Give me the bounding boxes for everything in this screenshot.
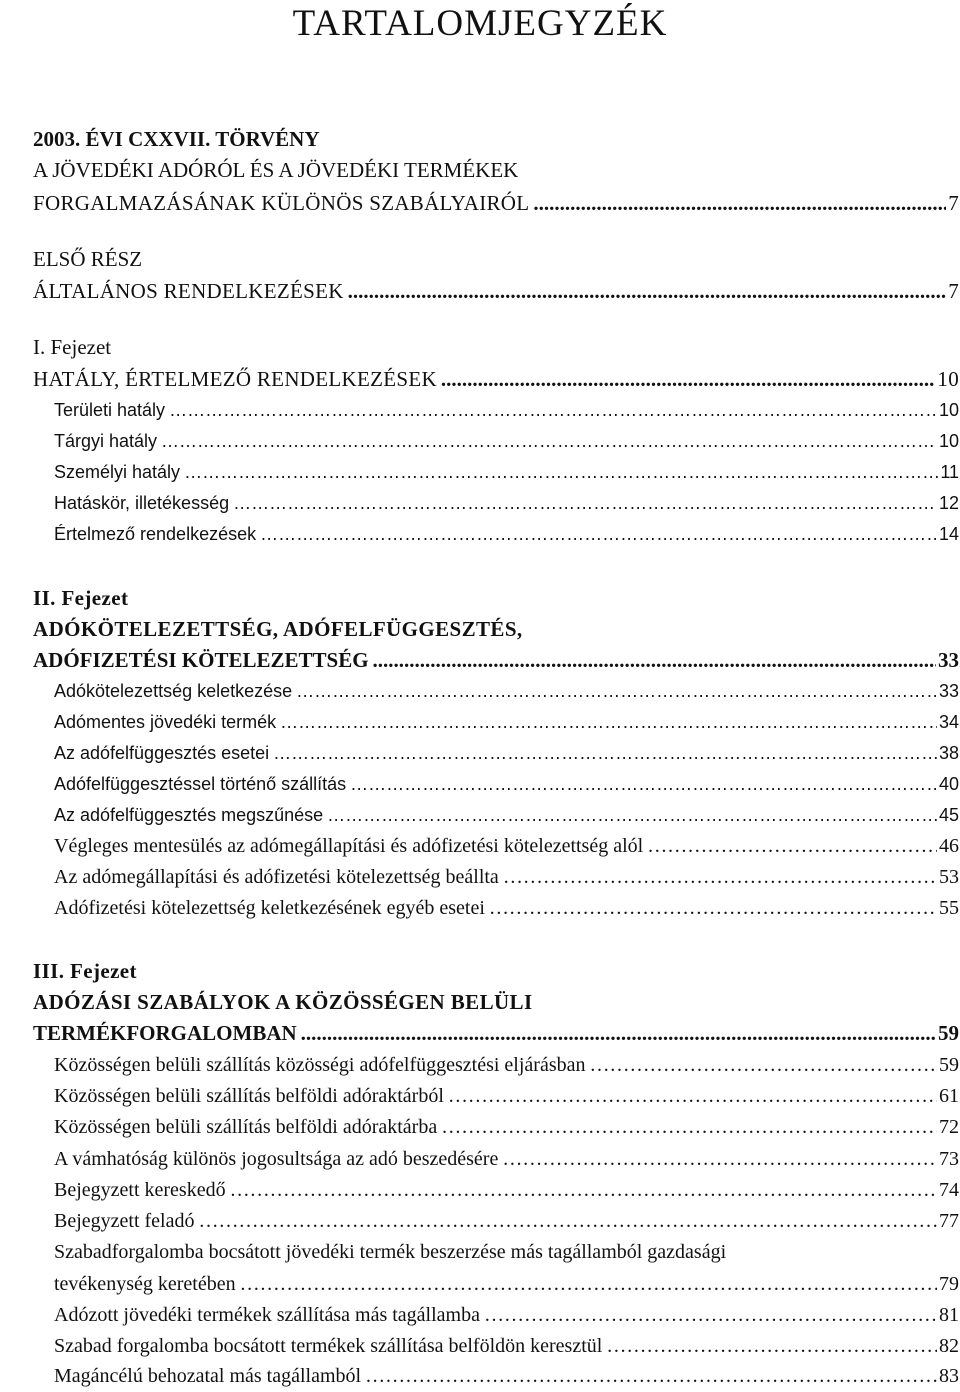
entry-text: Magáncélú behozatal más tagállamból [54, 1365, 362, 1387]
dot-leader [229, 488, 937, 519]
dot-leader [165, 395, 937, 426]
entry-text: Közösségen belüli szállítás közösségi adófelfüggesztési eljárásban [54, 1054, 586, 1076]
entry-page: 33 [938, 648, 959, 672]
toc-entry[interactable] [54, 831, 959, 862]
entry-page: 7 [948, 279, 959, 303]
entry-text: Szabad forgalomba bocsátott termékek szállítása belföldön keresztül [54, 1335, 603, 1357]
entry-page: 72 [939, 1116, 959, 1138]
entry-page: 55 [939, 897, 959, 919]
entry-text: Az adófelfüggesztés esetei [54, 743, 270, 763]
entry-page: 12 [938, 493, 959, 513]
toc-entry[interactable] [54, 707, 959, 738]
chapter-label: I. Fejezet [33, 335, 112, 359]
toc-entry-chapter2[interactable] [33, 645, 959, 676]
dot-leader [499, 862, 937, 893]
part-label: ELSŐ RÉSZ [33, 247, 143, 271]
entry-page: 73 [939, 1148, 959, 1170]
toc-entry[interactable] [54, 1144, 959, 1175]
entry-text: ADÓFIZETÉSI KÖTELEZETTSÉG [33, 648, 369, 672]
toc-entry[interactable] [54, 1361, 959, 1392]
entry-text: Az adófelfüggesztés megszűnése [54, 805, 324, 825]
dot-leader [323, 800, 937, 831]
dot-leader [226, 1175, 937, 1206]
toc-entry[interactable] [54, 862, 959, 893]
entry-page: 45 [938, 805, 959, 825]
chapter-heading-line-1: ADÓZÁSI SZABÁLYOK A KÖZÖSSÉGEN BELÜLI [33, 990, 533, 1014]
toc-entry[interactable] [54, 457, 959, 488]
entry-text: TERMÉKFORGALOMBAN [33, 1021, 297, 1045]
entry-page: 59 [938, 1021, 959, 1045]
entry-text: Személyi hatály [54, 462, 181, 482]
dot-leader [256, 519, 937, 550]
entry-page: 7 [948, 191, 959, 215]
dot-leader [437, 1112, 937, 1143]
toc-entry[interactable] [54, 1269, 959, 1300]
toc-entry[interactable] [54, 769, 959, 800]
dot-leader [157, 426, 937, 457]
dot-leader [369, 645, 936, 676]
chapter-heading-line-1: ADÓKÖTELEZETTSÉG, ADÓFELFÜGGESZTÉS, [33, 617, 523, 641]
toc-entry[interactable] [54, 676, 959, 707]
dot-leader [602, 1331, 937, 1362]
entry-page: 34 [938, 712, 959, 732]
page-title: TARTALOMJEGYZÉK [292, 3, 668, 44]
entry-text: Bejegyzett kereskedő [54, 1179, 226, 1201]
chapter-label: II. Fejezet [33, 586, 129, 610]
entry-page: 53 [939, 866, 959, 888]
toc-entry[interactable] [54, 800, 959, 831]
dot-leader [269, 738, 937, 769]
entry-text: Tárgyi hatály [54, 431, 158, 451]
entry-page: 77 [939, 1210, 959, 1232]
entry-page: 82 [939, 1335, 959, 1357]
chapter-label: III. Fejezet [33, 959, 137, 983]
dot-leader [498, 1144, 937, 1175]
entry-page: 59 [939, 1054, 959, 1076]
toc-entry[interactable] [54, 1300, 959, 1331]
toc-entry-part1[interactable] [33, 276, 959, 307]
entry-text: A vámhatóság különös jogosultsága az adó beszedésére [54, 1148, 499, 1170]
entry-text: Végleges mentesülés az adómegállapítási és adófizetési kötelezettség alól [54, 835, 644, 857]
toc-entry-text-wrapped[interactable]: Szabadforgalomba bocsátott jövedéki termék beszerzése más tagállamból gazdasági [54, 1241, 727, 1263]
entry-page: 81 [939, 1304, 959, 1326]
toc-entry[interactable] [54, 1112, 959, 1143]
dot-leader [529, 188, 946, 219]
dot-leader [236, 1269, 937, 1300]
dot-leader [437, 364, 935, 395]
entry-text: Adómentes jövedéki termék [54, 712, 277, 732]
toc-entry[interactable] [54, 426, 959, 457]
entry-page: 40 [938, 774, 959, 794]
toc-entry[interactable] [54, 519, 959, 550]
entry-page: 10 [937, 367, 959, 391]
dot-leader [292, 676, 937, 707]
law-title-line-1: 2003. ÉVI CXXVII. TÖRVÉNY [33, 127, 320, 151]
dot-leader [586, 1050, 938, 1081]
entry-text: Adókötelezettség keletkezése [54, 681, 293, 701]
entry-text: Adózott jövedéki termékek szállítása más tagállamba [54, 1304, 480, 1326]
entry-text: Értelmező rendelkezések [54, 524, 257, 544]
entry-text: Bejegyzett feladó [54, 1210, 195, 1232]
entry-page: 83 [939, 1365, 959, 1387]
entry-text: Az adómegállapítási és adófizetési kötelezettség beállta [54, 866, 499, 888]
entry-page: 61 [939, 1085, 959, 1107]
entry-page: 10 [938, 400, 959, 420]
dot-leader [195, 1206, 938, 1237]
entry-text: FORGALMAZÁSÁNAK KÜLÖNÖS SZABÁLYAIRÓL [33, 191, 530, 215]
entry-text: Adófelfüggesztéssel történő szállítás [54, 774, 347, 794]
entry-text: Adófizetési kötelezettség keletkezésének egyéb esetei [54, 897, 485, 919]
dot-leader [276, 707, 937, 738]
toc-entry-law[interactable] [33, 188, 959, 219]
dot-leader [485, 893, 937, 924]
entry-page: 10 [938, 431, 959, 451]
toc-entry-chapter1[interactable] [33, 364, 959, 395]
dot-leader [643, 831, 937, 862]
dot-leader [361, 1361, 937, 1392]
entry-page: 74 [939, 1179, 959, 1201]
dot-leader [480, 1300, 937, 1331]
entry-page: 11 [940, 462, 959, 482]
dot-leader [297, 1018, 936, 1049]
toc-entry[interactable] [54, 738, 959, 769]
dot-leader [344, 276, 947, 307]
entry-text: Hatáskör, illetékesség [54, 493, 230, 513]
toc-entry[interactable] [54, 1050, 959, 1081]
toc-entry[interactable] [54, 1175, 959, 1206]
entry-page: 38 [938, 743, 959, 763]
toc-entry-chapter3[interactable] [33, 1018, 959, 1049]
toc-entry[interactable] [54, 488, 959, 519]
entry-text: ÁLTALÁNOS RENDELKEZÉSEK [33, 279, 344, 303]
entry-page: 33 [938, 681, 959, 701]
entry-page: 14 [938, 524, 959, 544]
dot-leader [444, 1081, 937, 1112]
toc-entry[interactable] [54, 1081, 959, 1112]
dot-leader [180, 457, 938, 488]
toc-entry[interactable] [54, 1206, 959, 1237]
toc-entry[interactable] [54, 1331, 959, 1362]
entry-page: 46 [939, 835, 959, 857]
entry-text: HATÁLY, ÉRTELMEZŐ RENDELKEZÉSEK [33, 367, 437, 391]
toc-entry[interactable] [54, 893, 959, 924]
entry-text: Közösségen belüli szállítás belföldi adóraktárból [54, 1085, 444, 1107]
toc-entry[interactable] [54, 395, 959, 426]
entry-text: Közösségen belüli szállítás belföldi adóraktárba [54, 1116, 438, 1138]
law-title-line-2: A JÖVEDÉKI ADÓRÓL ÉS A JÖVEDÉKI TERMÉKEK [33, 158, 519, 182]
entry-text: Területi hatály [54, 400, 166, 420]
dot-leader [346, 769, 937, 800]
entry-text: tevékenység keretében [54, 1273, 236, 1295]
entry-page: 79 [939, 1273, 959, 1295]
